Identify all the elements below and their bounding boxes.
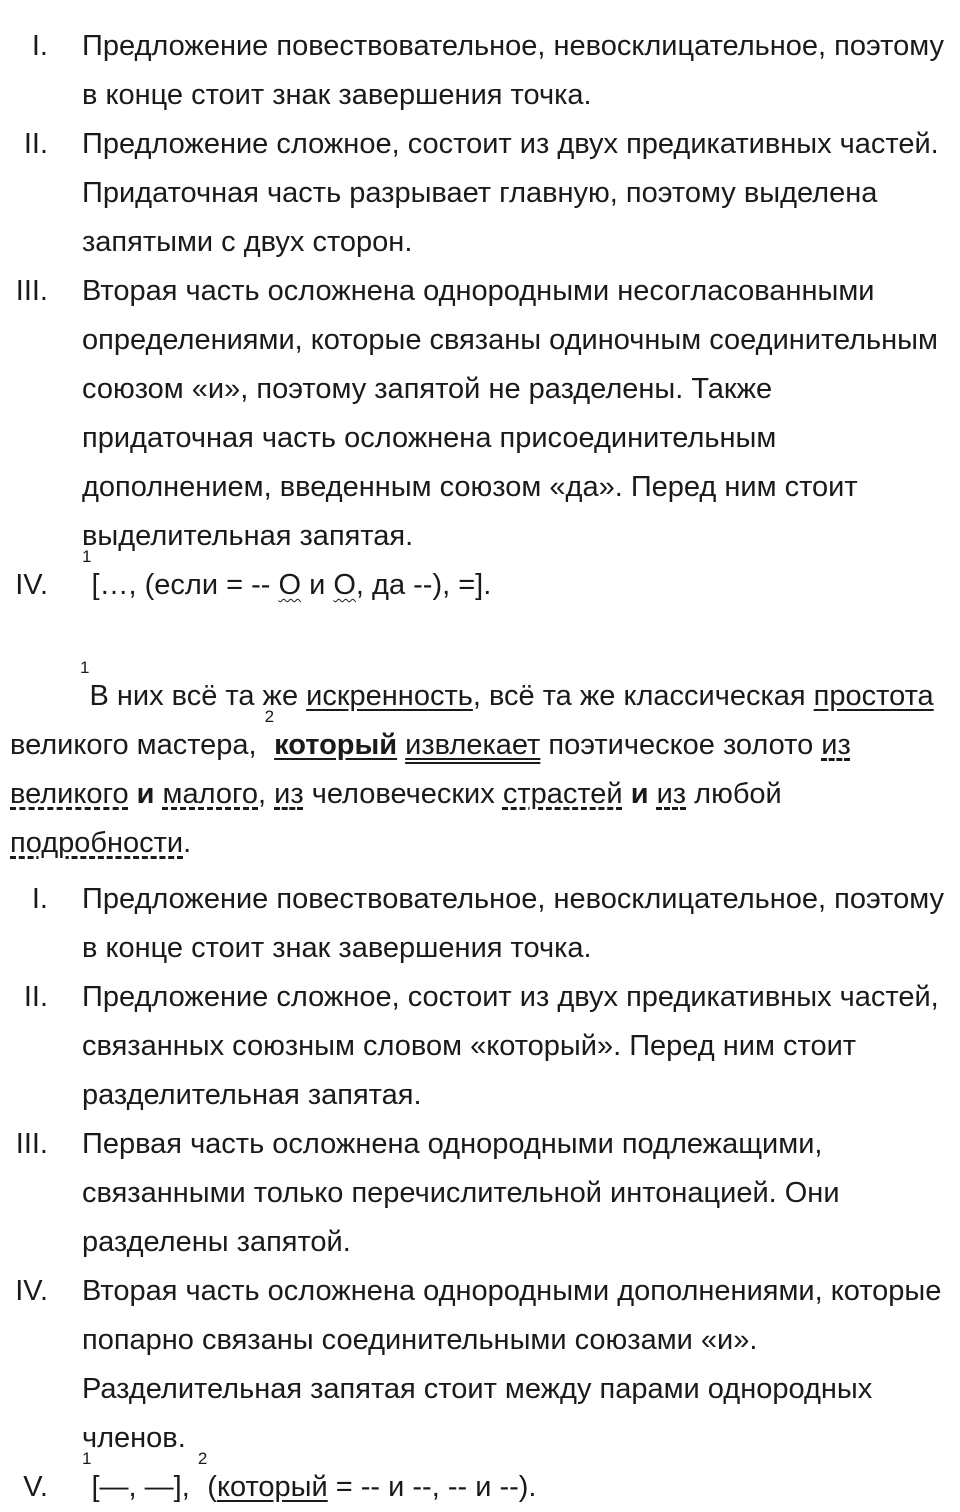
list-number: II. xyxy=(23,128,48,160)
list-item-text: Вторая часть осложнена однородными дополнениями, которые попарно связаны соединительными союзами «и». Разделительная запятая стоит между парами однородных членов. xyxy=(82,1275,942,1454)
conjunction-word: и xyxy=(630,778,649,810)
list-item-scheme xyxy=(0,547,960,610)
list-number: I. xyxy=(31,883,48,915)
part-index: 2 xyxy=(264,707,275,726)
conjunctive-word: который xyxy=(274,729,398,761)
list-number: III. xyxy=(15,1128,48,1160)
object-word: из xyxy=(656,778,687,810)
list-number: IV. xyxy=(15,1275,48,1307)
sentence-text: , xyxy=(258,778,275,810)
list-item-text: Первая часть осложнена однородными подлежащими, связанными только перечислительной интонацией. Они разделены запятой. xyxy=(82,1128,840,1258)
scheme-part: = -- и --, -- и --). xyxy=(327,1471,537,1503)
sentence-text: великого мастера, xyxy=(10,729,265,761)
sentence-text xyxy=(649,778,657,810)
scheme-part: и xyxy=(301,569,334,601)
scheme-part: [—, —], xyxy=(91,1471,198,1503)
object-word: из великого xyxy=(10,729,851,810)
scheme-part: ( xyxy=(207,1471,217,1503)
object-word: подробности xyxy=(10,827,184,859)
sentence-text xyxy=(154,778,162,810)
object-word: малого xyxy=(162,778,259,810)
sentence-indent xyxy=(10,680,80,712)
list-item-text: Предложение повествовательное, невосклицательное, поэтому в конце стоит знак завершения точка. xyxy=(82,883,944,964)
sentence-scheme xyxy=(82,547,492,601)
list-item-text: Предложение повествовательное, невосклицательное, поэтому в конце стоит знак завершения точка. xyxy=(82,30,944,111)
list-number: III. xyxy=(15,275,48,307)
analysis-list-1 xyxy=(0,22,960,610)
scheme-part-modifier: О xyxy=(278,569,302,601)
sentence-text xyxy=(397,729,405,761)
parsed-sentence xyxy=(10,658,950,868)
list-item xyxy=(0,875,960,973)
sentence-text: , всё та же классическая xyxy=(472,680,814,712)
scheme-part-modifier: О xyxy=(333,569,356,601)
scheme-part: […, (если = -- xyxy=(91,569,279,601)
object-word: страстей xyxy=(502,778,623,810)
sentence-text: человеческих xyxy=(303,778,503,810)
list-item-scheme xyxy=(0,1449,960,1512)
list-item xyxy=(0,120,960,267)
part-index: 1 xyxy=(82,547,92,566)
list-item xyxy=(0,1267,960,1463)
sentence-scheme xyxy=(82,1449,537,1503)
list-item xyxy=(0,1120,960,1267)
object-word: из xyxy=(274,778,304,810)
predicate-word: извлекает xyxy=(405,729,541,761)
list-number: II. xyxy=(23,981,48,1013)
list-item-text: Предложение сложное, состоит из двух предикативных частей, связанных союзным словом «который». Перед ним стоит разделительная запятая. xyxy=(82,981,939,1111)
list-number: I. xyxy=(31,30,48,62)
list-item xyxy=(0,22,960,120)
list-number: V. xyxy=(23,1471,48,1503)
sentence-text xyxy=(129,778,137,810)
subject-word: простота xyxy=(813,680,934,712)
scheme-part-subject: который xyxy=(216,1471,328,1503)
conjunction-word: и xyxy=(136,778,155,810)
part-index: 1 xyxy=(82,1449,92,1468)
list-item-text: Предложение сложное, состоит из двух предикативных частей. Придаточная часть разрывает главную, поэтому выделена запятыми с двух сторон. xyxy=(82,128,939,258)
scheme-part: , да --), =]. xyxy=(355,569,492,601)
list-item xyxy=(0,267,960,561)
part-index: 2 xyxy=(197,1449,208,1468)
analysis-list-2 xyxy=(0,875,960,1512)
list-item-text: Вторая часть осложнена однородными несогласованными определениями, которые связаны одиночным соединительным союзом «и», поэтому запятой не разделены. Также придаточная часть осложнена присоединительным дополнением, введенным союзом «да». Перед ним стоит выделительная запятая. xyxy=(82,275,938,552)
part-index: 1 xyxy=(80,658,90,677)
list-item xyxy=(0,973,960,1120)
sentence-text: В них всё та же xyxy=(89,680,307,712)
sentence-text: любой xyxy=(686,778,782,810)
sentence-text: поэтическое золото xyxy=(540,729,822,761)
sentence-text xyxy=(623,778,631,810)
sentence-text: . xyxy=(183,827,192,859)
subject-word: искренность xyxy=(306,680,473,712)
list-number: IV. xyxy=(15,569,48,601)
